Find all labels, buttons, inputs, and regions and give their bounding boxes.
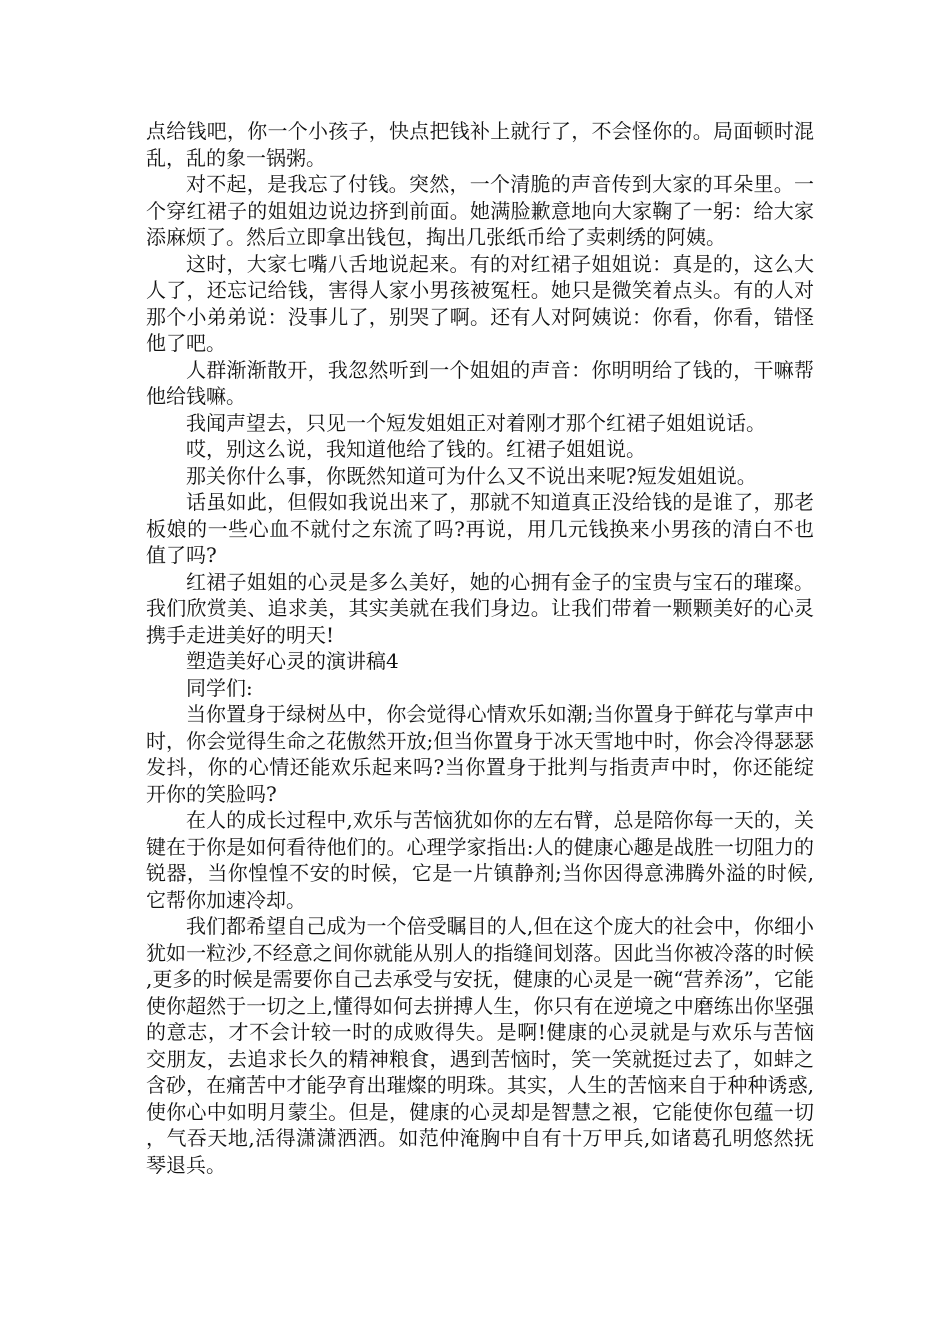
- paragraph-11: 在人的成长过程中,欢乐与苦恼犹如你的左右臂，总是陪你每一天的，关键在于你是如何看待他们的。心理学家指出:人的健康心趣是战胜一切阻力的锐器，当你惶惶不安的时候，它是一片镇静剂;当你因得意沸腾外溢的时候,它帮你加速冷却。: [146, 808, 814, 912]
- paragraph-7: 那关你什么事，你既然知道可为什么又不说出来呢?短发姐姐说。: [186, 463, 757, 488]
- paragraph-6: 哎，别这么说，我知道他给了钱的。红裙子姐姐说。: [186, 437, 646, 461]
- section-heading: 塑造美好心灵的演讲稿4: [186, 649, 399, 673]
- paragraph-10: 当你置身于绿树丛中，你会觉得心情欢乐如潮;当你置身于鲜花与掌声中时，你会觉得生命之花傲然开放;但当你置身于冰天雪地中时，你会冷得瑟瑟发抖，你的心情还能欢乐起来吗?当你置身于批判与指责声中时，你还能绽开你的笑脸吗?: [146, 702, 814, 806]
- salutation: 同学们:: [186, 675, 253, 700]
- paragraph-12: 我们都希望自己成为一个倍受瞩目的人,但在这个庞大的社会中，你细小犹如一粒沙,不经意之间你就能从别人的指缝间划落。因此当你被冷落的时候,更多的时候是需要你自己去承受与安抚，健康的心灵是一碗“营养汤”，它能使你超然于一切之上,懂得如何去拼搏人生，你只有在逆境之中磨练出你坚强的意志，才不会计较一时的成败得失。是啊!健康的心灵就是与欢乐与苦恼交朋友，去追求长久的精神粮食，遇到苦恼时，笑一笑就挺过去了，如蚌之含砂，在痛苦中才能孕育出璀燦的明珠。其实，人生的苦恼来自于种种诱惑,使你心中如明月蒙尘。但是，健康的心灵却是智慧之裉，它能使你包蕴一切，气吞天地,活得潇潇洒洒。如范仲淹胸中自有十万甲兵,如诸葛孔明悠然抚琴退兵。: [146, 914, 814, 1177]
- paragraph-1: 点给钱吧，你一个小孩子，快点把钱补上就行了，不会怪你的。局面顿时混乱，乱的象一锅粥。: [146, 119, 814, 170]
- paragraph-3: 这时，大家七嘴八舌地说起来。有的对红裙子姐姐说：真是的，这么大人了，还忘记给钱，害得人家小男孩被冤枉。她只是微笑着点头。有的人对那个小弟弟说：没事儿了，别哭了啊。还有人对阿姨说：你看，你看，错怪他了吧。: [146, 251, 814, 355]
- paragraph-8: 话虽如此，但假如我说出来了，那就不知道真正没给钱的是谁了，那老板娘的一些心血不就付之东流了吗?再说，用几元钱换来小男孩的清白不也值了吗?: [146, 490, 814, 567]
- document-body: [146, 118, 814, 1178]
- paragraph-4: 人群渐渐散开，我忽然听到一个姐姐的声音：你明明给了钱的，干嘛帮他给钱嘛。: [146, 357, 814, 408]
- paragraph-9: 红裙子姐姐的心灵是多么美好，她的心拥有金子的宝贵与宝石的璀璨。我们欣赏美、追求美，其实美就在我们身边。让我们带着一颗颗美好的心灵携手走进美好的明天!: [146, 569, 814, 647]
- paragraph-5: 我闻声望去，只见一个短发姐姐正对着刚才那个红裙子姐姐说话。: [186, 410, 766, 435]
- paragraph-2: 对不起，是我忘了付钱。突然，一个清脆的声音传到大家的耳朵里。一个穿红裙子的姐姐边说边挤到前面。她满脸歉意地向大家鞠了一躬：给大家添麻烦了。然后立即拿出钱包，掏出几张纸币给了卖刺绣的阿姨。: [146, 172, 814, 249]
